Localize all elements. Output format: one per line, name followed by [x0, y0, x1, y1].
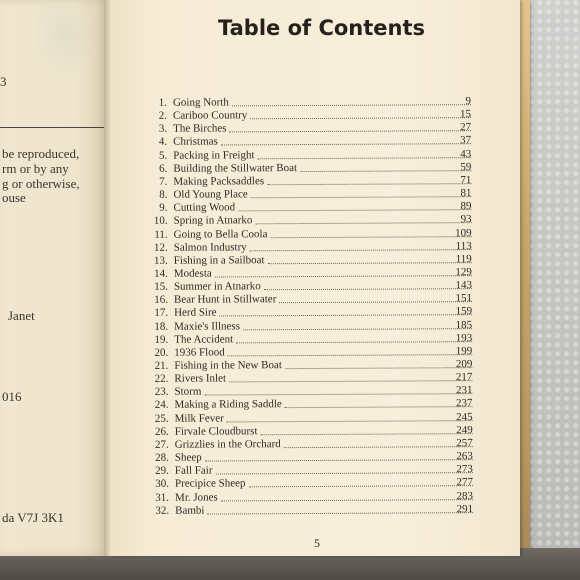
left-fragment: 016	[2, 389, 22, 404]
toc-entry-number: 13.	[154, 254, 168, 267]
toc-dot-leader	[205, 459, 473, 461]
toc-entry-page: 109	[455, 226, 472, 239]
toc-entry-page: 217	[455, 371, 473, 384]
toc-dot-leader	[221, 144, 471, 146]
toc-entry-title: Mr. Jones	[174, 490, 218, 504]
left-fragment: ouse	[2, 190, 26, 205]
toc-entry-page: 129	[455, 266, 472, 279]
toc-entry-number: 9.	[159, 201, 168, 214]
toc-entry-title: Spring in Atnarko	[173, 214, 253, 228]
toc-entry-title: Building the Stillwater Boat	[173, 161, 298, 175]
toc-entry-number: 26.	[154, 425, 169, 438]
toc-entry-page: 15	[459, 108, 472, 121]
toc-entry-title: Cutting Wood	[173, 201, 236, 214]
toc-entry-page: 199	[455, 344, 473, 358]
toc-entry-page: 93	[460, 213, 472, 226]
toc-entry-title: Making a Riding Saddle	[174, 398, 282, 412]
toc-dot-leader	[216, 472, 473, 474]
toc-entry-page: 237	[456, 397, 473, 410]
toc-entry-number: 1.	[158, 96, 167, 109]
toc-dot-leader	[204, 393, 472, 395]
left-fragment: g or otherwise,	[2, 176, 80, 191]
toc-entry-number: 10.	[153, 215, 168, 228]
toc-entry-page: 113	[455, 239, 472, 252]
toc-entry-number: 22.	[154, 372, 169, 385]
toc-entry-number: 24.	[154, 399, 169, 412]
toc-entry-number: 19.	[154, 333, 169, 346]
toc-entry-page: 277	[456, 476, 473, 489]
toc-entry-number: 20.	[154, 346, 169, 359]
toc-entry-title: Herd Sire	[174, 306, 217, 320]
toc-entry-number: 30.	[155, 478, 169, 491]
toc-entry-title: Grizzlies in the Orchard	[174, 438, 281, 451]
toc-entry-title: Rivers Inlet	[174, 372, 227, 385]
toc-entry-page: 59	[460, 160, 472, 173]
toc-entry-page: 283	[456, 489, 474, 502]
toc-entry-number: 17.	[154, 307, 169, 320]
toc-entry-page: 273	[456, 463, 473, 476]
toc-entry-page: 43	[460, 147, 472, 160]
toc-entry-title: Going North	[172, 96, 229, 109]
toc-entry-page: 193	[455, 331, 473, 344]
toc-dot-leader	[250, 117, 471, 119]
toc-entry-title: Fishing in a Sailboat	[173, 254, 265, 267]
toc-entry-title: Milk Fever	[174, 412, 224, 425]
toc-entry-page: 9	[465, 95, 471, 108]
toc-entry-number: 11.	[154, 228, 168, 241]
toc-entry-title: 1936 Flood	[174, 346, 225, 359]
left-fragment: Janet	[8, 308, 35, 323]
toc-dot-leader	[232, 104, 471, 106]
toc-entry-number: 16.	[154, 293, 169, 307]
toc-entry-page: 263	[456, 450, 473, 463]
toc-entry-page: 71	[460, 174, 472, 187]
toc-entry-title: Cariboo Country	[173, 109, 248, 122]
toc-entry-title: Salmon Industry	[173, 240, 247, 254]
toc-entry-page: 89	[460, 200, 472, 213]
left-fragment: rm or by any	[2, 161, 69, 176]
toc-dot-leader	[250, 249, 472, 251]
toc-dot-leader	[207, 512, 473, 514]
toc-entry-title: Summer in Atnarko	[173, 280, 261, 293]
toc-dot-leader	[229, 380, 472, 382]
toc-entry-page: 151	[455, 292, 473, 305]
toc-entry-title: Sheep	[174, 451, 202, 464]
toc-entry-page: 159	[455, 305, 473, 318]
toc-dot-leader	[221, 499, 473, 501]
left-fragment: 3	[0, 74, 7, 89]
toc-entry-page: 119	[455, 252, 472, 266]
toc-entry-number: 14.	[154, 267, 168, 280]
toc-entry-title: Precipice Sheep	[174, 477, 246, 491]
left-fragment: da V7J 3K1	[2, 510, 64, 525]
toc-entry-number: 6.	[159, 162, 168, 175]
toc-entry-number: 27.	[154, 438, 169, 451]
toc-dot-leader	[229, 130, 471, 132]
toc-entry-title: Christmas	[173, 135, 218, 149]
toc-entry-title: Maxie's Illness	[174, 319, 241, 333]
toc-entry-title: Old Young Place	[173, 188, 248, 201]
toc-entry-number: 7.	[159, 175, 168, 188]
toc-entry-number: 3.	[158, 123, 168, 136]
page-title: Table of Contents	[218, 16, 426, 40]
toc-dot-leader	[239, 209, 472, 211]
toc-entry-page: 245	[456, 410, 473, 423]
toc-entry-number: 5.	[158, 149, 168, 162]
toc-entry-page: 81	[460, 187, 472, 200]
toc-entry-title: Fishing in the New Boat	[174, 359, 282, 372]
toc-entry-number: 23.	[154, 386, 169, 399]
left-fragment: be reproduced,	[2, 146, 80, 161]
toc-entry-page: 27	[460, 121, 472, 134]
toc-dot-leader	[219, 315, 472, 317]
toc-entry-title: The Accident	[174, 333, 234, 346]
toc-dot-leader	[215, 275, 472, 277]
toc-entry-page: 209	[455, 358, 473, 371]
toc-entry-number: 15.	[154, 280, 168, 293]
toc-entry-title: Firvale Cloudburst	[174, 425, 258, 438]
toc-entry-number: 18.	[154, 320, 169, 333]
toc-entry-title: The Birches	[173, 122, 227, 136]
toc-dot-leader	[249, 485, 473, 487]
toc-entry-number: 8.	[159, 188, 168, 201]
toc-entry-title: Packing in Freight	[173, 148, 255, 162]
toc-entry-title: Making Packsaddles	[173, 175, 265, 188]
toc-entry-page: 249	[456, 423, 473, 436]
toc-entry-number: 12.	[153, 241, 168, 254]
toc-entry-title: Bambi	[175, 504, 205, 517]
toc-dot-leader	[236, 341, 472, 343]
toc-entry-number: 25.	[154, 412, 169, 425]
toc-dot-leader	[227, 354, 472, 356]
toc-entry-page: 231	[455, 384, 473, 397]
toc-entry-number: 32.	[155, 504, 170, 517]
toc-dot-leader	[243, 328, 472, 330]
toc-entry-page: 143	[455, 279, 472, 292]
toc-entry-number: 31.	[155, 491, 170, 504]
toc-entry-title: Fall Fair	[174, 464, 213, 477]
toc-entry-title: Storm	[174, 385, 202, 399]
toc-entry-number: 29.	[155, 464, 169, 478]
toc-entry-page: 291	[456, 502, 474, 515]
toc-entry-title: Bear Hunt in Stillwater	[173, 293, 277, 306]
toc-dot-leader	[227, 420, 473, 422]
toc-entry-number: 28.	[155, 451, 169, 464]
toc-entry-page: 257	[456, 437, 473, 450]
toc-entry	[1, 502, 580, 517]
toc-entry-number: 21.	[154, 359, 169, 372]
toc-entry-title: Going to Bella Coola	[173, 227, 268, 241]
toc-entry-page: 185	[455, 318, 473, 331]
toc-entry-number: 4.	[158, 136, 168, 149]
toc-entry-title: Modesta	[173, 267, 212, 280]
toc-entry-number: 2.	[158, 109, 168, 122]
toc-dot-leader	[250, 196, 471, 198]
toc-entry-page: 37	[460, 134, 472, 147]
page-number: 5	[314, 536, 320, 550]
